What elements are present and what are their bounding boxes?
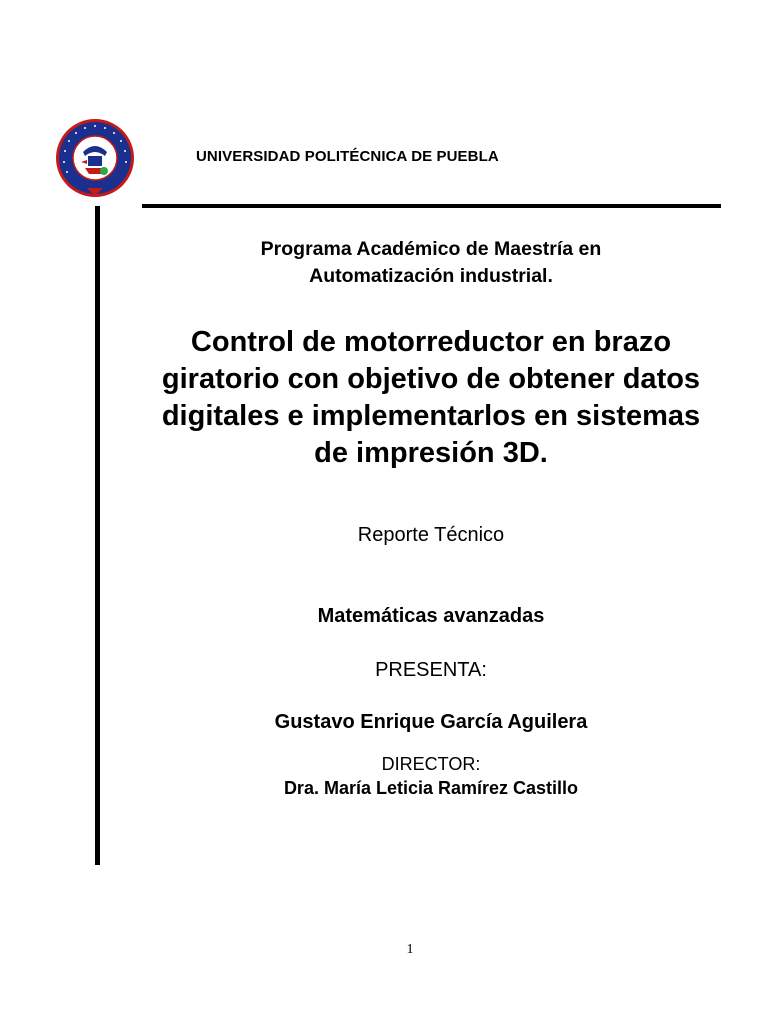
university-name: UNIVERSIDAD POLITÉCNICA DE PUEBLA [196,148,499,165]
title-line-4: de impresión 3D. [314,437,548,469]
subject: Matemáticas avanzadas [317,605,545,627]
thesis-title [140,324,722,472]
side-rule [95,206,100,865]
university-logo [55,118,135,198]
title-line-2: giratorio con objetivo de obtener datos [161,363,701,395]
header-rule [142,204,721,208]
program-heading [140,236,722,290]
program-line-1: Programa Académico de Maestría en [260,238,602,260]
title-line-3: digitales e implementarlos en sistemas [161,400,701,432]
page-number: 1 [406,942,414,957]
title-line-1: Control de motorreductor en brazo [190,326,672,358]
report-type: Reporte Técnico [357,524,505,546]
author-name: Gustavo Enrique García Aguilera [274,711,588,733]
director-name: Dra. María Leticia Ramírez Castillo [283,778,579,798]
director-label: DIRECTOR: [381,754,481,774]
program-line-2: Automatización industrial. [309,265,553,287]
presents-label: PRESENTA: [375,659,487,681]
